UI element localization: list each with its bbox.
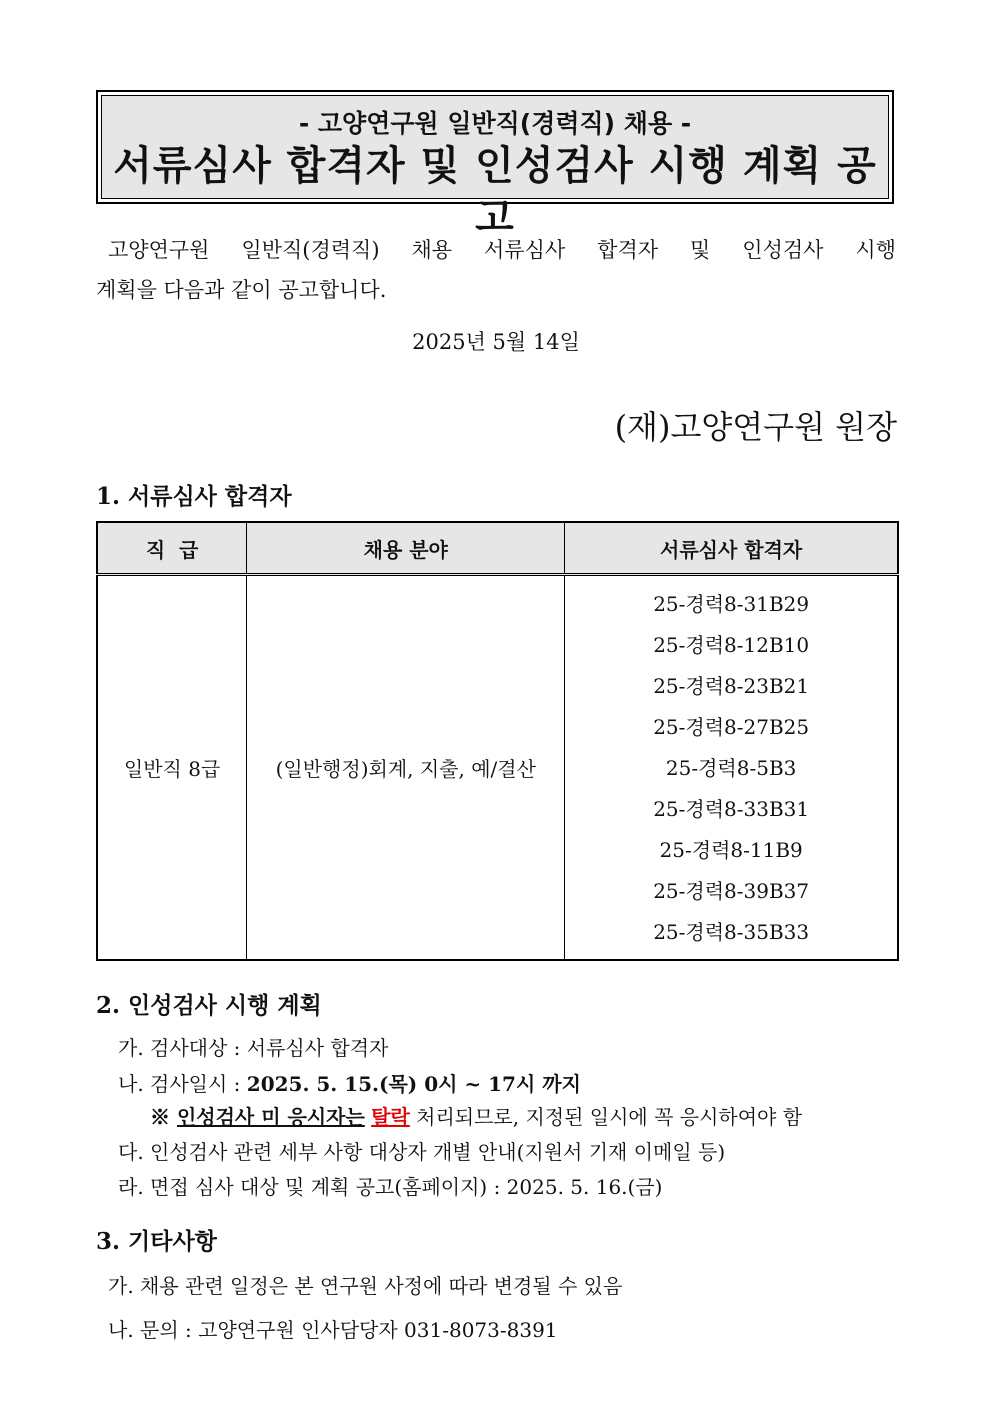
cell-grade: 일반직 8급 bbox=[97, 575, 247, 961]
section-2-item-a: 가. 검사대상 : 서류심사 합격자 bbox=[118, 1036, 389, 1060]
candidate-id: 25-경력8-39B37 bbox=[653, 879, 810, 903]
candidate-id: 25-경력8-5B3 bbox=[665, 756, 797, 780]
candidate-id: 25-경력8-31B29 bbox=[653, 592, 810, 616]
section-3-item-b: 나. 문의 : 고양연구원 인사담당자 031-8073-8391 bbox=[108, 1318, 558, 1342]
section-1-title: 1. 서류심사 합격자 bbox=[96, 483, 292, 510]
section-2-item-b bbox=[118, 1068, 581, 1097]
passed-candidates-table bbox=[96, 521, 899, 961]
intro-line-1: 고양연구원 일반직(경력직) 채용 서류심사 합격자 및 인성검사 시행 bbox=[108, 238, 896, 262]
section-3-item-a: 가. 채용 관련 일정은 본 연구원 사정에 따라 변경될 수 있음 bbox=[108, 1274, 623, 1298]
notice-date: 2025년 5월 14일 bbox=[412, 330, 580, 354]
notice-title: 서류심사 합격자 및 인성검사 시행 계획 공고 bbox=[113, 143, 877, 241]
candidate-id: 25-경력8-27B25 bbox=[653, 715, 810, 739]
item-b-label: 나. 검사일시 : bbox=[118, 1072, 247, 1096]
section-3-title: 3. 기타사항 bbox=[96, 1228, 217, 1255]
organization-signature: (재)고양연구원 원장 bbox=[614, 408, 897, 446]
header-grade: 직 급 bbox=[97, 522, 247, 575]
cell-field: (일반행정)회계, 지출, 예/결산 bbox=[247, 575, 565, 961]
note-bold: 인성검사 미 응시자는 bbox=[176, 1105, 365, 1129]
header-candidates: 서류심사 합격자 bbox=[565, 522, 898, 575]
candidate-id: 25-경력8-12B10 bbox=[653, 633, 810, 657]
header-field: 채용 분야 bbox=[247, 522, 565, 575]
candidate-id: 25-경력8-33B31 bbox=[653, 797, 810, 821]
table-row bbox=[97, 575, 898, 961]
candidate-id: 25-경력8-23B21 bbox=[653, 674, 810, 698]
notice-subtitle: - 고양연구원 일반직(경력직) 채용 - bbox=[298, 109, 692, 138]
title-inner bbox=[101, 95, 889, 241]
intro-paragraph bbox=[96, 230, 896, 310]
test-schedule: 2025. 5. 15.(목) 0시 ~ 17시 까지 bbox=[246, 1072, 581, 1096]
section-2-item-d: 라. 면접 심사 대상 및 계획 공고(홈페이지) : 2025. 5. 16.(금) bbox=[118, 1175, 663, 1199]
candidate-id: 25-경력8-11B9 bbox=[659, 838, 803, 862]
note-rest: 처리되므로, 지정된 일시에 꼭 응시하여야 함 bbox=[409, 1105, 803, 1129]
section-2-title: 2. 인성검사 시행 계획 bbox=[96, 992, 322, 1019]
intro-line-2: 계획을 다음과 같이 공고합니다. bbox=[96, 278, 387, 302]
table-header-row bbox=[97, 522, 898, 575]
title-box bbox=[96, 90, 894, 241]
note-eliminated: 탈락 bbox=[371, 1105, 410, 1129]
cell-candidates bbox=[565, 575, 898, 961]
candidate-list bbox=[565, 576, 897, 959]
candidate-id: 25-경력8-35B33 bbox=[653, 920, 810, 944]
section-2-note bbox=[150, 1101, 802, 1130]
section-2-item-c: 다. 인성검사 관련 세부 사항 대상자 개별 안내(지원서 기재 이메일 등) bbox=[118, 1140, 726, 1164]
note-mark: ※ bbox=[150, 1105, 177, 1129]
